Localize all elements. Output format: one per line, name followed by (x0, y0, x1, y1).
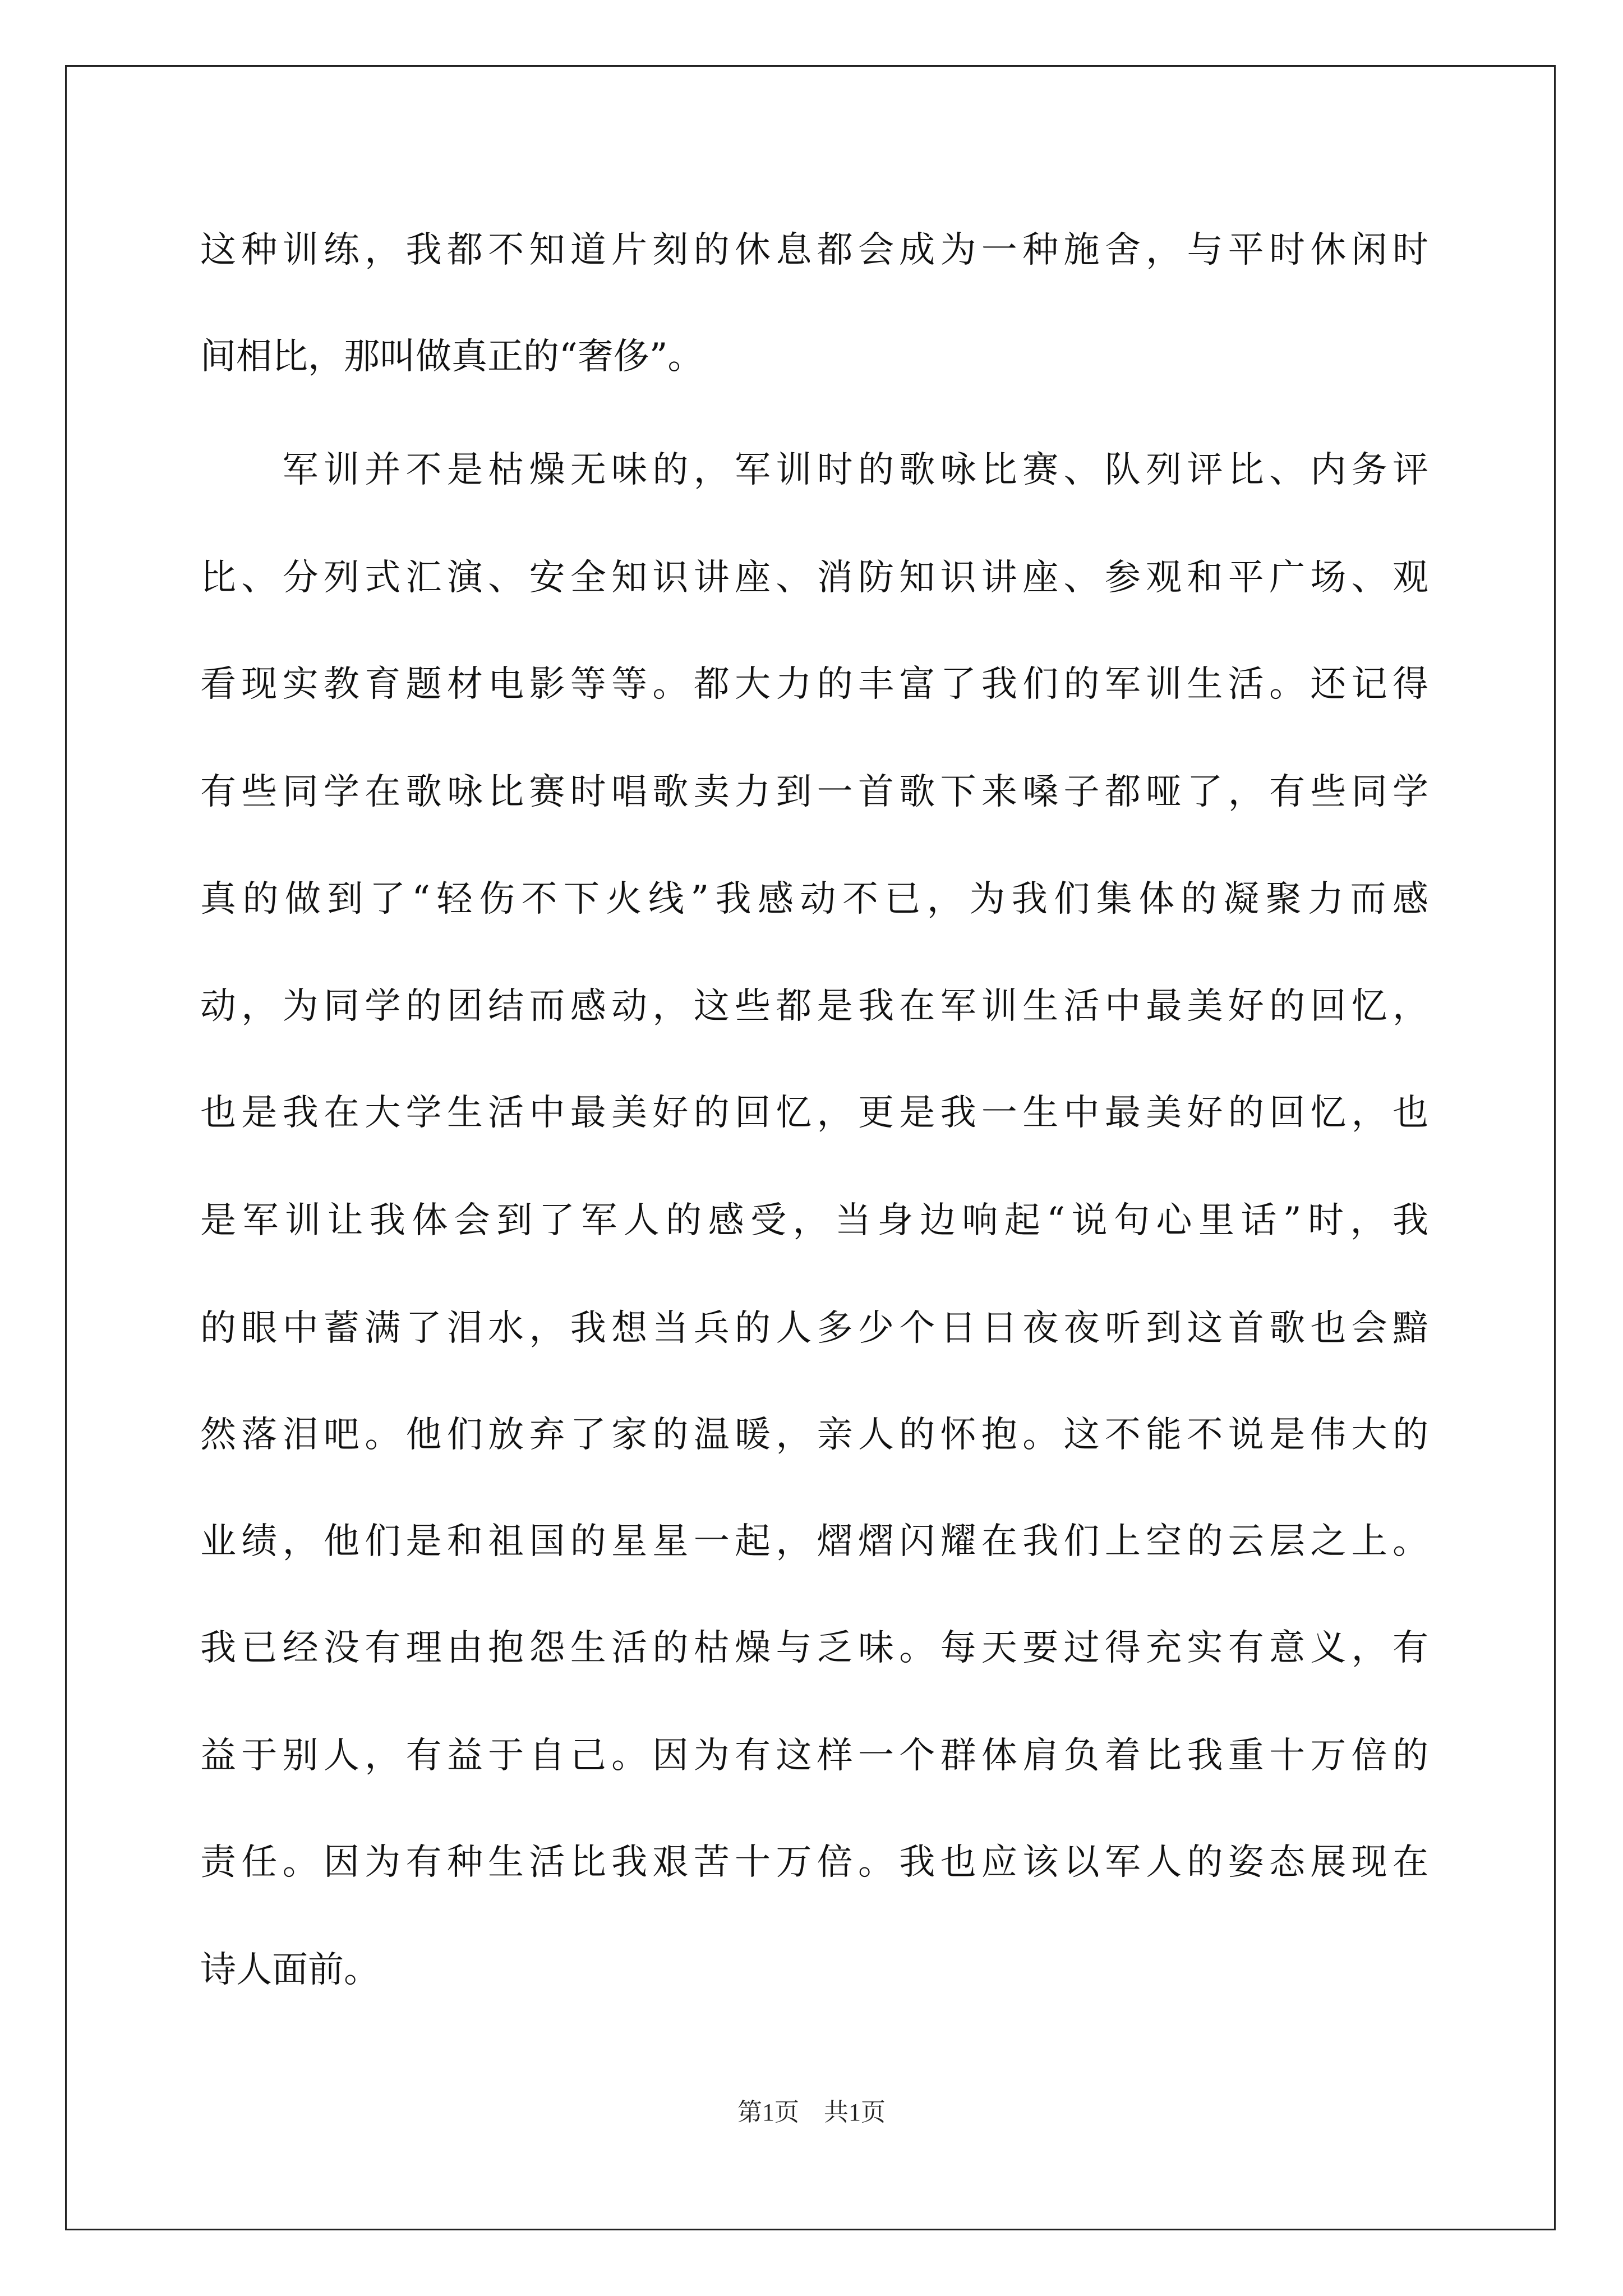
body-line-10: 是军训让我体会到了军人的感受，当身边响起“说句心里话”时，我 (200, 1200, 1428, 1241)
body-line-6: 有些同学在歌咏比赛时唱歌卖力到一首歌下来嗓子都哑了，有些同学 (200, 771, 1428, 813)
body-line-2: 间相比，那叫做真正的“奢侈”。 (200, 336, 704, 378)
page-number-footer: 第1页 共1页 (737, 2099, 886, 2126)
body-line-7: 真的做到了“轻伤不下火线”我感动不已，为我们集体的凝聚力而感 (200, 878, 1428, 920)
body-line-17: 诗人面前。 (200, 1949, 380, 1991)
body-line-9: 也是我在大学生活中最美好的回忆，更是我一生中最美好的回忆，也 (200, 1092, 1428, 1134)
body-line-4: 比、分列式汇演、安全知识讲座、消防知识讲座、参观和平广场、观 (200, 557, 1428, 599)
body-line-11: 的眼中蓄满了泪水，我想当兵的人多少个日日夜夜听到这首歌也会黯 (200, 1308, 1428, 1349)
body-line-5: 看现实教育题材电影等等。都大力的丰富了我们的军训生活。还记得 (200, 664, 1428, 705)
body-line-8: 动，为同学的团结而感动，这些都是我在军训生活中最美好的回忆， (200, 986, 1428, 1027)
body-line-14: 我已经没有理由抱怨生活的枯燥与乏味。每天要过得充实有意义，有 (200, 1627, 1428, 1669)
page-border (65, 65, 1556, 2230)
body-line-1: 这种训练，我都不知道片刻的休息都会成为一种施舍，与平时休闲时 (200, 229, 1428, 271)
body-line-13: 业绩，他们是和祖国的星星一起，熠熠闪耀在我们上空的云层之上。 (200, 1521, 1428, 1562)
body-line-16: 责任。因为有种生活比我艰苦十万倍。我也应该以军人的姿态展现在 (200, 1842, 1428, 1883)
body-line-3: 军训并不是枯燥无味的，军训时的歌咏比赛、队列评比、内务评 (200, 449, 1428, 491)
body-line-12: 然落泪吧。他们放弃了家的温暖，亲人的怀抱。这不能不说是伟大的 (200, 1414, 1428, 1456)
body-line-15: 益于别人，有益于自己。因为有这样一个群体肩负着比我重十万倍的 (200, 1735, 1428, 1777)
